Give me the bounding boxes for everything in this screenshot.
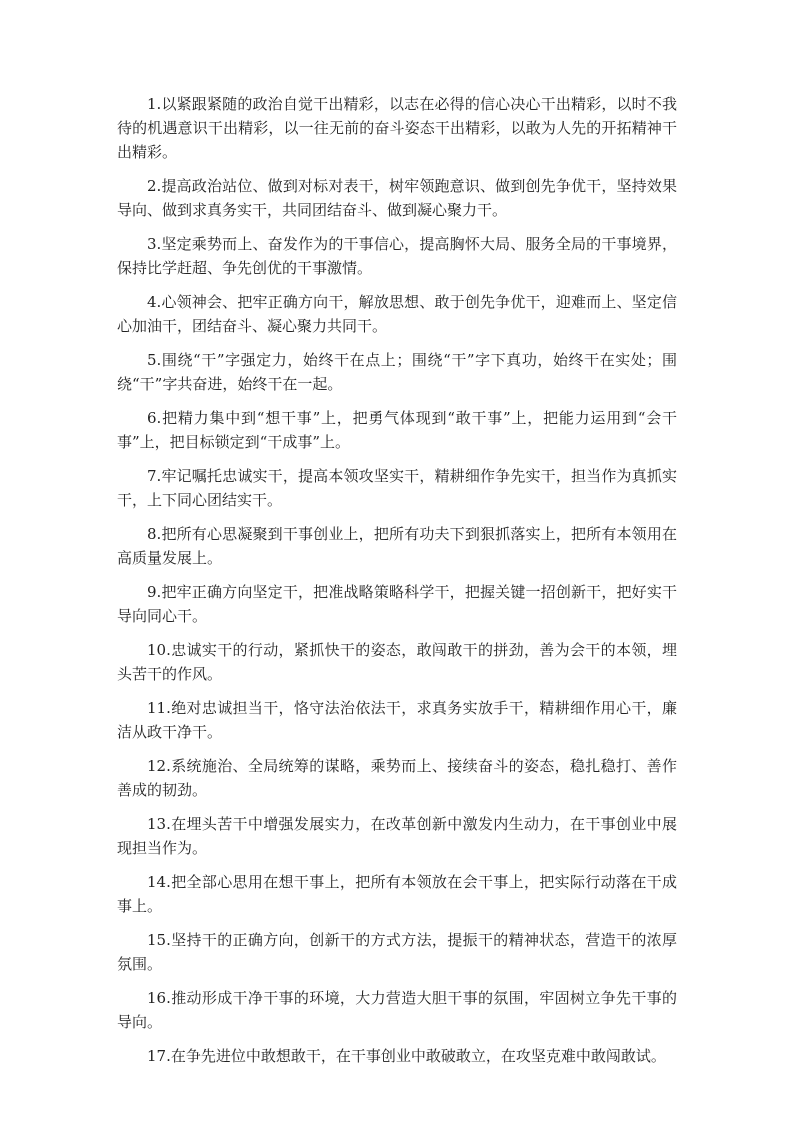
paragraph-8: 8.把所有心思凝聚到干事创业上，把所有功夫下到狠抓落实上，把所有本领用在高质量发展上。 <box>117 525 677 567</box>
paragraph-14: 14.把全部心思用在想干事上，把所有本领放在会干事上，把实际行动落在干成事上。 <box>117 873 677 915</box>
paragraph-2: 2.提高政治站位、做到对标对表干，树牢领跑意识、做到创先争优干，坚持效果导向、做到求真务实干，共同团结奋斗、做到凝心聚力干。 <box>117 177 677 219</box>
paragraph-5: 5.围绕“干”字强定力，始终干在点上；围绕“干”字下真功，始终干在实处；围绕“干”字共奋进，始终干在一起。 <box>117 351 677 393</box>
paragraph-7: 7.牢记嘱托忠诚实干，提高本领攻坚实干，精耕细作争先实干，担当作为真抓实干，上下同心团结实干。 <box>117 467 677 509</box>
paragraph-10: 10.忠诚实干的行动，紧抓快干的姿态，敢闯敢干的拼劲，善为会干的本领，埋头苦干的作风。 <box>117 641 677 683</box>
paragraph-17: 17.在争先进位中敢想敢干，在干事创业中敢破敢立，在攻坚克难中敢闯敢试。 <box>147 1047 666 1065</box>
paragraph-16: 16.推动形成干净干事的环境，大力营造大胆干事的氛围，牢固树立争先干事的导向。 <box>117 989 677 1031</box>
paragraph-15: 15.坚持干的正确方向，创新干的方式方法，提振干的精神状态，营造干的浓厚氛围。 <box>117 931 677 973</box>
paragraph-12: 12.系统施治、全局统筹的谋略，乘势而上、接续奋斗的姿态，稳扎稳打、善作善成的韧劲。 <box>117 757 677 799</box>
paragraph-1: 1.以紧跟紧随的政治自觉干出精彩，以志在必得的信心决心干出精彩，以时不我待的机遇意识干出精彩，以一往无前的奋斗姿态干出精彩，以敢为人先的开拓精神干出精彩。 <box>117 95 677 161</box>
paragraph-3: 3.坚定乘势而上、奋发作为的干事信心，提高胸怀大局、服务全局的干事境界，保持比学赶超、争先创优的干事激情。 <box>117 235 677 277</box>
document-body <box>117 92 677 1078</box>
paragraph-4: 4.心领神会、把牢正确方向干，解放思想、敢于创先争优干，迎难而上、坚定信心加油干，团结奋斗、凝心聚力共同干。 <box>117 293 677 335</box>
paragraph-6: 6.把精力集中到“想干事”上，把勇气体现到“敢干事”上，把能力运用到“会干事”上，把目标锁定到“干成事”上。 <box>117 409 677 451</box>
paragraph-9: 9.把牢正确方向坚定干，把准战略策略科学干，把握关键一招创新干，把好实干导向同心干。 <box>117 583 677 625</box>
paragraph-13: 13.在埋头苦干中增强发展实力，在改革创新中激发内生动力，在干事创业中展现担当作为。 <box>117 815 677 857</box>
paragraph-11: 11.绝对忠诚担当干，恪守法治依法干，求真务实放手干，精耕细作用心干，廉洁从政干净干。 <box>117 699 677 741</box>
